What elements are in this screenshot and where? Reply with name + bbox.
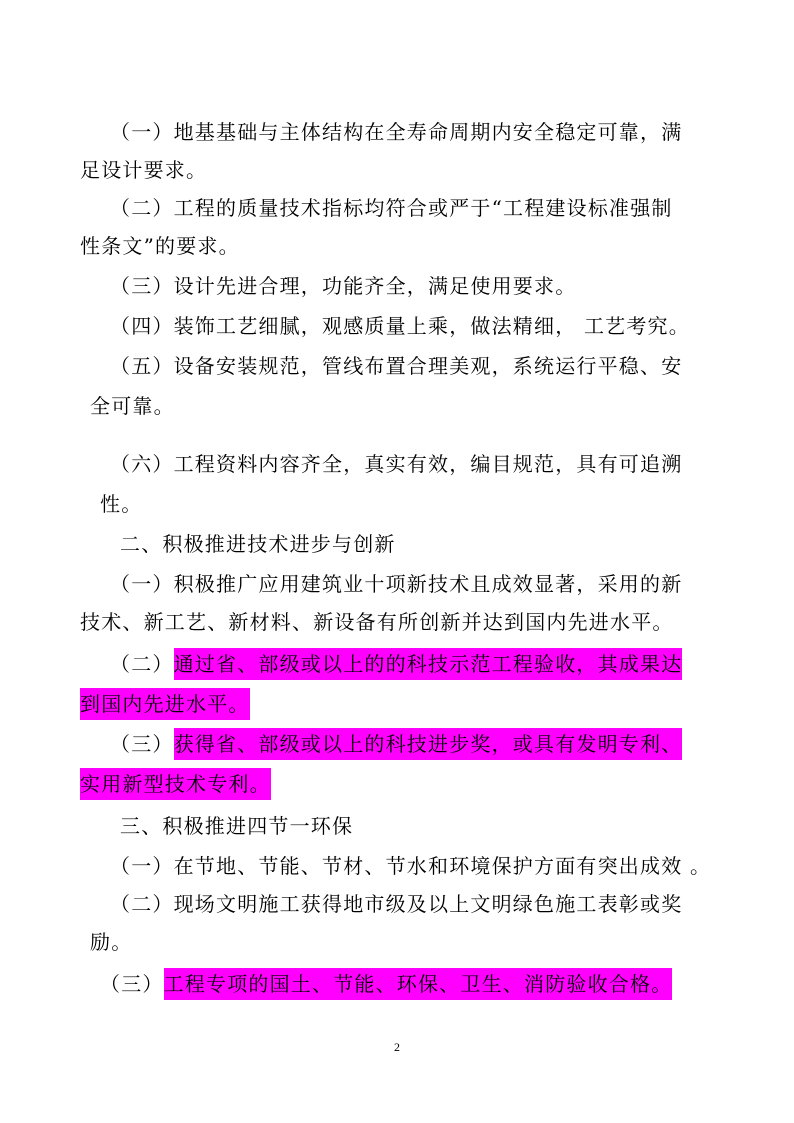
item-1-line-2: 足设计要求。 bbox=[80, 158, 208, 182]
highlighted-text: 实用新型技术专利。 bbox=[80, 768, 271, 800]
item-5-line-2: 全可靠。 bbox=[90, 394, 175, 418]
section-3-item-3-label: （三） bbox=[100, 972, 164, 996]
section-2-item-3-line-2 bbox=[80, 770, 271, 798]
item-2-line-2: 性条文”的要求。 bbox=[80, 234, 240, 258]
item-6-line-2: 性。 bbox=[100, 492, 143, 516]
section-2-item-2-line-2 bbox=[80, 690, 250, 718]
highlighted-text: 到国内先进水平。 bbox=[80, 688, 250, 720]
item-1-line-1: （一）地基基础与主体结构在全寿命周期内安全稳定可靠，满 bbox=[110, 120, 683, 144]
item-5-line-1: （五）设备安装规范，管线布置合理美观，系统运行平稳、安 bbox=[110, 354, 683, 378]
highlighted-text: 通过省、部级或以上的的科技示范工程验收，其成果达 bbox=[174, 648, 683, 680]
section-2-heading: 二、积极推进技术进步与创新 bbox=[120, 532, 396, 556]
section-2-item-2-label: （二） bbox=[110, 652, 174, 676]
highlighted-text: 工程专项的国土、节能、环保、卫生、消防验收合格。 bbox=[164, 968, 673, 1000]
item-6-line-1: （六）工程资料内容齐全，真实有效，编目规范，具有可追溯 bbox=[110, 452, 683, 476]
page-number: 2 bbox=[394, 1040, 400, 1054]
section-2-item-2-line-1 bbox=[110, 650, 682, 678]
section-2-item-3-label: （三） bbox=[110, 732, 174, 756]
item-3-line: （三）设计先进合理，功能齐全，满足使用要求。 bbox=[110, 274, 577, 298]
section-3-item-2-line-2: 励。 bbox=[90, 930, 133, 954]
section-3-heading: 三、积极推进四节一环保 bbox=[120, 814, 354, 838]
item-4-line: （四）装饰工艺细腻，观感质量上乘，做法精细， 工艺考究。 bbox=[110, 314, 690, 338]
section-3-item-1-line: （一）在节地、节能、节材、节水和环境保护方面有突出成效 。 bbox=[110, 854, 712, 878]
section-3-item-2-line-1: （二）现场文明施工获得地市级及以上文明绿色施工表彰或奖 bbox=[110, 892, 683, 916]
section-2-item-3-line-1 bbox=[110, 730, 682, 758]
highlighted-text: 获得省、部级或以上的科技进步奖，或具有发明专利、 bbox=[174, 728, 683, 760]
item-2-line-1: （二）工程的质量技术指标均符合或严于“工程建设标准强制 bbox=[110, 196, 673, 220]
section-3-item-3-line bbox=[100, 970, 672, 998]
section-2-item-1-line-1: （一）积极推广应用建筑业十项新技术且成效显著，采用的新 bbox=[110, 572, 683, 596]
section-2-item-1-line-2: 技术、新工艺、新材料、新设备有所创新并达到国内先进水平。 bbox=[80, 610, 674, 634]
